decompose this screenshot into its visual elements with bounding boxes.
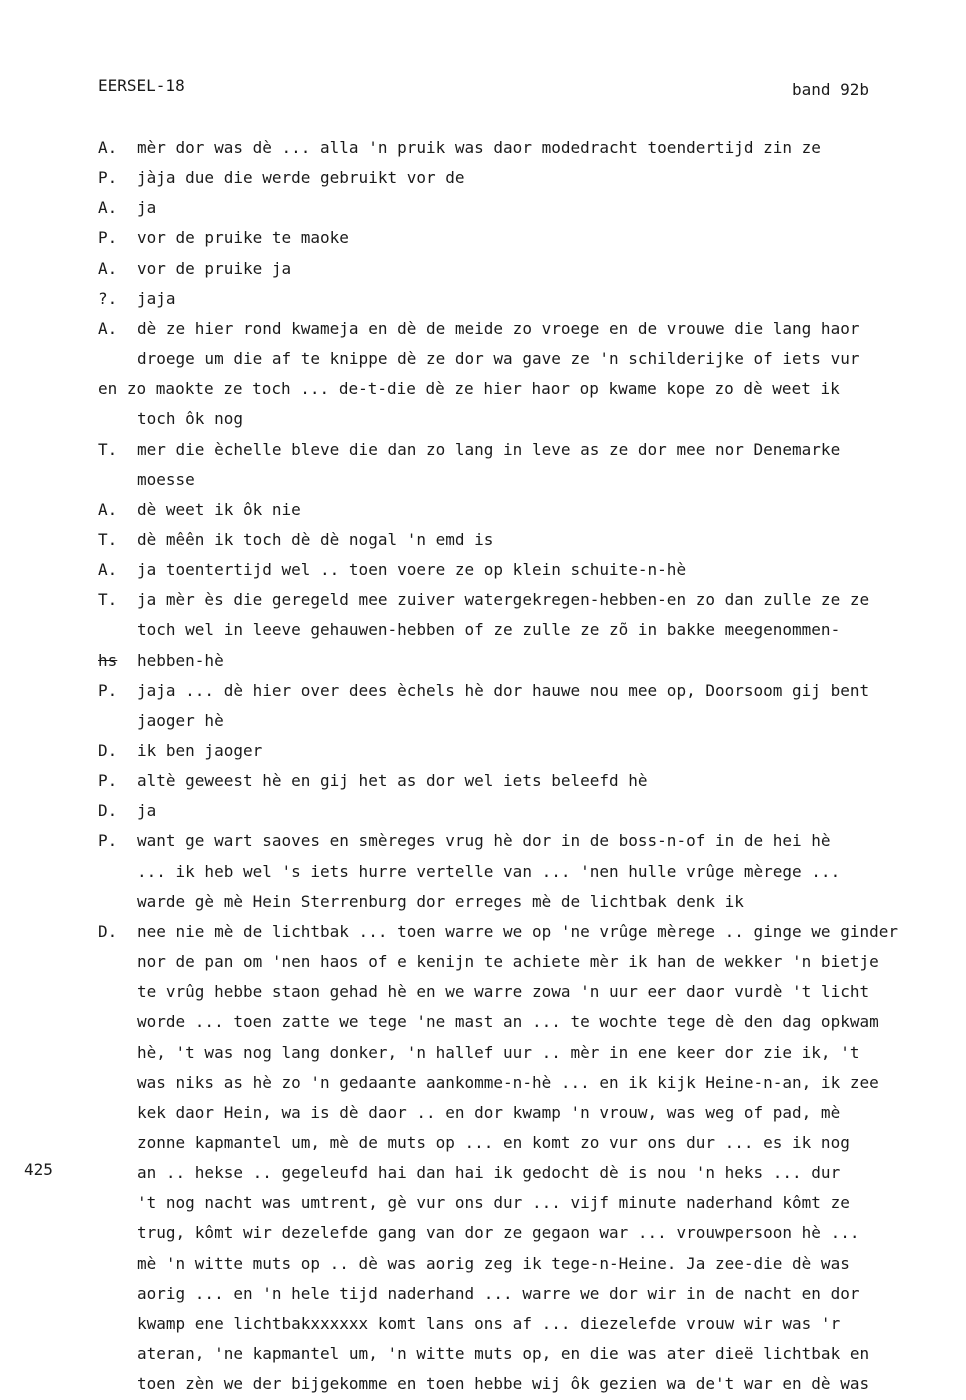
line-text: en zo maokte ze toch ... de-t-die dè ze hier haor op kwame kope zo dè weet ik — [98, 379, 840, 399]
transcript-line — [0, 168, 966, 194]
transcript-line — [0, 741, 966, 767]
speaker-label: hs — [98, 650, 118, 670]
line-text: warde gè mè Hein Sterrenburg dor erreges mè de lichtbak denk ik — [137, 891, 744, 911]
transcript-line — [0, 440, 966, 466]
transcript-line — [0, 1254, 966, 1280]
transcript-line — [0, 1314, 966, 1340]
transcript-line — [0, 319, 966, 345]
transcript-line — [0, 259, 966, 285]
line-text: jaoger hè — [137, 710, 224, 730]
line-text: jaja — [137, 288, 176, 308]
transcript-line — [0, 1103, 966, 1129]
transcript-line — [0, 1163, 966, 1189]
transcript-line — [0, 922, 966, 948]
line-text: dè weet ik ôk nie — [137, 499, 301, 519]
speaker-label: P. — [98, 831, 118, 851]
transcript-line — [0, 1073, 966, 1099]
line-text: ja — [137, 198, 157, 218]
speaker-label: A. — [98, 560, 118, 580]
transcript-line — [0, 138, 966, 164]
transcript-line — [0, 711, 966, 737]
speaker-label: P. — [98, 771, 118, 791]
line-text: mèr dor was dè ... alla 'n pruik was daor modedracht toendertijd zin ze — [137, 138, 821, 157]
speaker-label: D. — [98, 801, 118, 821]
line-text: dè mêên ik toch dè dè nogal 'n emd is — [137, 529, 494, 549]
transcript-line — [0, 831, 966, 857]
speaker-label: A. — [98, 499, 118, 519]
line-text: vor de pruike ja — [137, 258, 292, 278]
line-text: jàja due die werde gebruikt vor de — [137, 168, 465, 188]
speaker-label: T. — [98, 439, 118, 459]
line-text: kwamp ene lichtbakxxxxxx komt lans ons af ... diezelefde vrouw wir was 'r — [137, 1313, 841, 1333]
line-text: toch ôk nog — [137, 409, 243, 429]
line-text: moesse — [137, 469, 195, 489]
transcript-line — [0, 1223, 966, 1249]
transcript-line — [0, 1344, 966, 1370]
line-text: ja — [137, 801, 157, 821]
transcript-line — [0, 590, 966, 616]
line-text: 't nog nacht was umtrent, gè vur ons dur ... vijf minute naderhand kômt ze — [137, 1193, 850, 1213]
line-text: mè 'n witte muts op .. dè was aorig zeg ik tege-n-Heine. Ja zee-die dè was — [137, 1253, 850, 1273]
transcript-line — [0, 620, 966, 646]
line-text: ja toentertijd wel .. toen voere ze op klein schuite-n-hè — [137, 560, 687, 580]
line-text: an .. hekse .. gegeleufd hai dan hai ik gedocht dè is nou 'n heks ... dur — [137, 1163, 841, 1183]
speaker-label: A. — [98, 258, 118, 278]
speaker-label: D. — [98, 921, 118, 941]
transcript-line — [0, 289, 966, 315]
line-text: zonne kapmantel um, mè de muts op ... en komt zo vur ons dur ... es ik nog — [137, 1132, 850, 1152]
line-text: worde ... toen zatte we tege 'ne mast an ... te wochte tege dè den dag opkwam — [137, 1012, 879, 1032]
line-text: hè, 't was nog lang donker, 'n hallef uur .. mèr in ene keer dor zie ik, 't — [137, 1042, 860, 1062]
transcript-line — [0, 771, 966, 797]
line-text: ... ik heb wel 's iets hurre vertelle van ... 'nen hulle vrûge mèrege ... — [137, 861, 841, 881]
line-text: nor de pan om 'nen haos of e kenijn te achiete mèr ik han de wekker 'n bietje — [137, 952, 879, 972]
transcript-line — [0, 862, 966, 888]
line-text: toch wel in leeve gehauwen-hebben of ze zulle ze zõ in bakke meegenommen- — [137, 620, 841, 640]
line-text: altè geweest hè en gij het as dor wel iets beleefd hè — [137, 771, 648, 791]
transcript-line — [0, 952, 966, 978]
transcript-line — [0, 982, 966, 1008]
line-text: te vrûg hebbe staon gehad hè en we warre zowa 'n uur eer daor vurdè 't licht — [137, 982, 870, 1002]
line-text: toen zèn we der bijgekomme en toen hebbe wij ôk gezien wa de't war en dè was — [137, 1374, 870, 1394]
transcript-line — [0, 530, 966, 556]
line-text: vor de pruike te maoke — [137, 228, 349, 248]
line-text: mer die èchelle bleve die dan zo lang in leve as ze dor mee nor Denemarke — [137, 439, 841, 459]
line-text: hebben-hè — [137, 650, 224, 670]
document-id: EERSEL-18 — [98, 76, 185, 95]
speaker-label: P. — [98, 680, 118, 700]
transcript-line — [0, 198, 966, 224]
line-text: jaja ... dè hier over dees èchels hè dor hauwe nou mee op, Doorsoom gij bent — [137, 680, 870, 700]
speaker-label: A. — [98, 138, 118, 157]
line-text: droege um die af te knippe dè ze dor wa gave ze 'n schilderijke of iets vur — [137, 349, 860, 369]
transcript-line — [0, 892, 966, 918]
speaker-label: A. — [98, 318, 118, 338]
transcript-line — [0, 681, 966, 707]
line-text: nee nie mè de lichtbak ... toen warre we op 'ne vrûge mèrege .. ginge we ginder — [137, 921, 898, 941]
speaker-label: P. — [98, 228, 118, 248]
transcript-line — [0, 500, 966, 526]
speaker-label: A. — [98, 198, 118, 218]
transcript-line — [0, 1133, 966, 1159]
tape-label: band 92b — [792, 80, 870, 99]
transcript-line — [0, 801, 966, 827]
line-text: was niks as hè zo 'n gedaante aankomme-n-hè ... en ik kijk Heine-n-an, ik zee — [137, 1072, 879, 1092]
transcript-line — [0, 379, 966, 405]
line-text: want ge wart saoves en smèreges vrug hè dor in de boss-n-of in de hei hè — [137, 831, 831, 851]
transcript-line — [0, 1374, 966, 1400]
line-text: ik ben jaoger — [137, 741, 263, 760]
line-text: trug, kômt wir dezelefde gang van dor ze gegaon war ... vrouwpersoon hè ... — [137, 1223, 860, 1243]
speaker-label: T. — [98, 529, 118, 549]
transcript-line — [0, 349, 966, 375]
speaker-label: T. — [98, 590, 118, 610]
transcript-line — [0, 409, 966, 435]
speaker-label: D. — [98, 741, 118, 760]
line-text: ja mèr ès die geregeld mee zuiver watergekregen-hebben-en zo dan zulle ze ze — [137, 590, 870, 610]
line-text: aorig ... en 'n hele tijd naderhand ... warre we dor wir in de nacht en dor — [137, 1283, 860, 1303]
transcript-line — [0, 1284, 966, 1310]
transcript-line — [0, 1193, 966, 1219]
transcript-line — [0, 1012, 966, 1038]
margin-note: 425 — [24, 1160, 53, 1179]
transcript-line — [0, 560, 966, 586]
line-text: kek daor Hein, wa is dè daor .. en dor kwamp 'n vrouw, was weg of pad, mè — [137, 1102, 841, 1122]
speaker-label: P. — [98, 168, 118, 188]
line-text: ateran, 'ne kapmantel um, 'n witte muts op, en die was ater dieë lichtbak en — [137, 1344, 870, 1363]
transcript-line — [0, 470, 966, 496]
transcript-line — [0, 1043, 966, 1069]
speaker-label: ?. — [98, 288, 118, 308]
transcript-line — [0, 228, 966, 254]
line-text: dè ze hier rond kwameja en dè de meide zo vroege en de vrouwe die lang haor — [137, 318, 860, 338]
transcript-line — [0, 651, 966, 677]
